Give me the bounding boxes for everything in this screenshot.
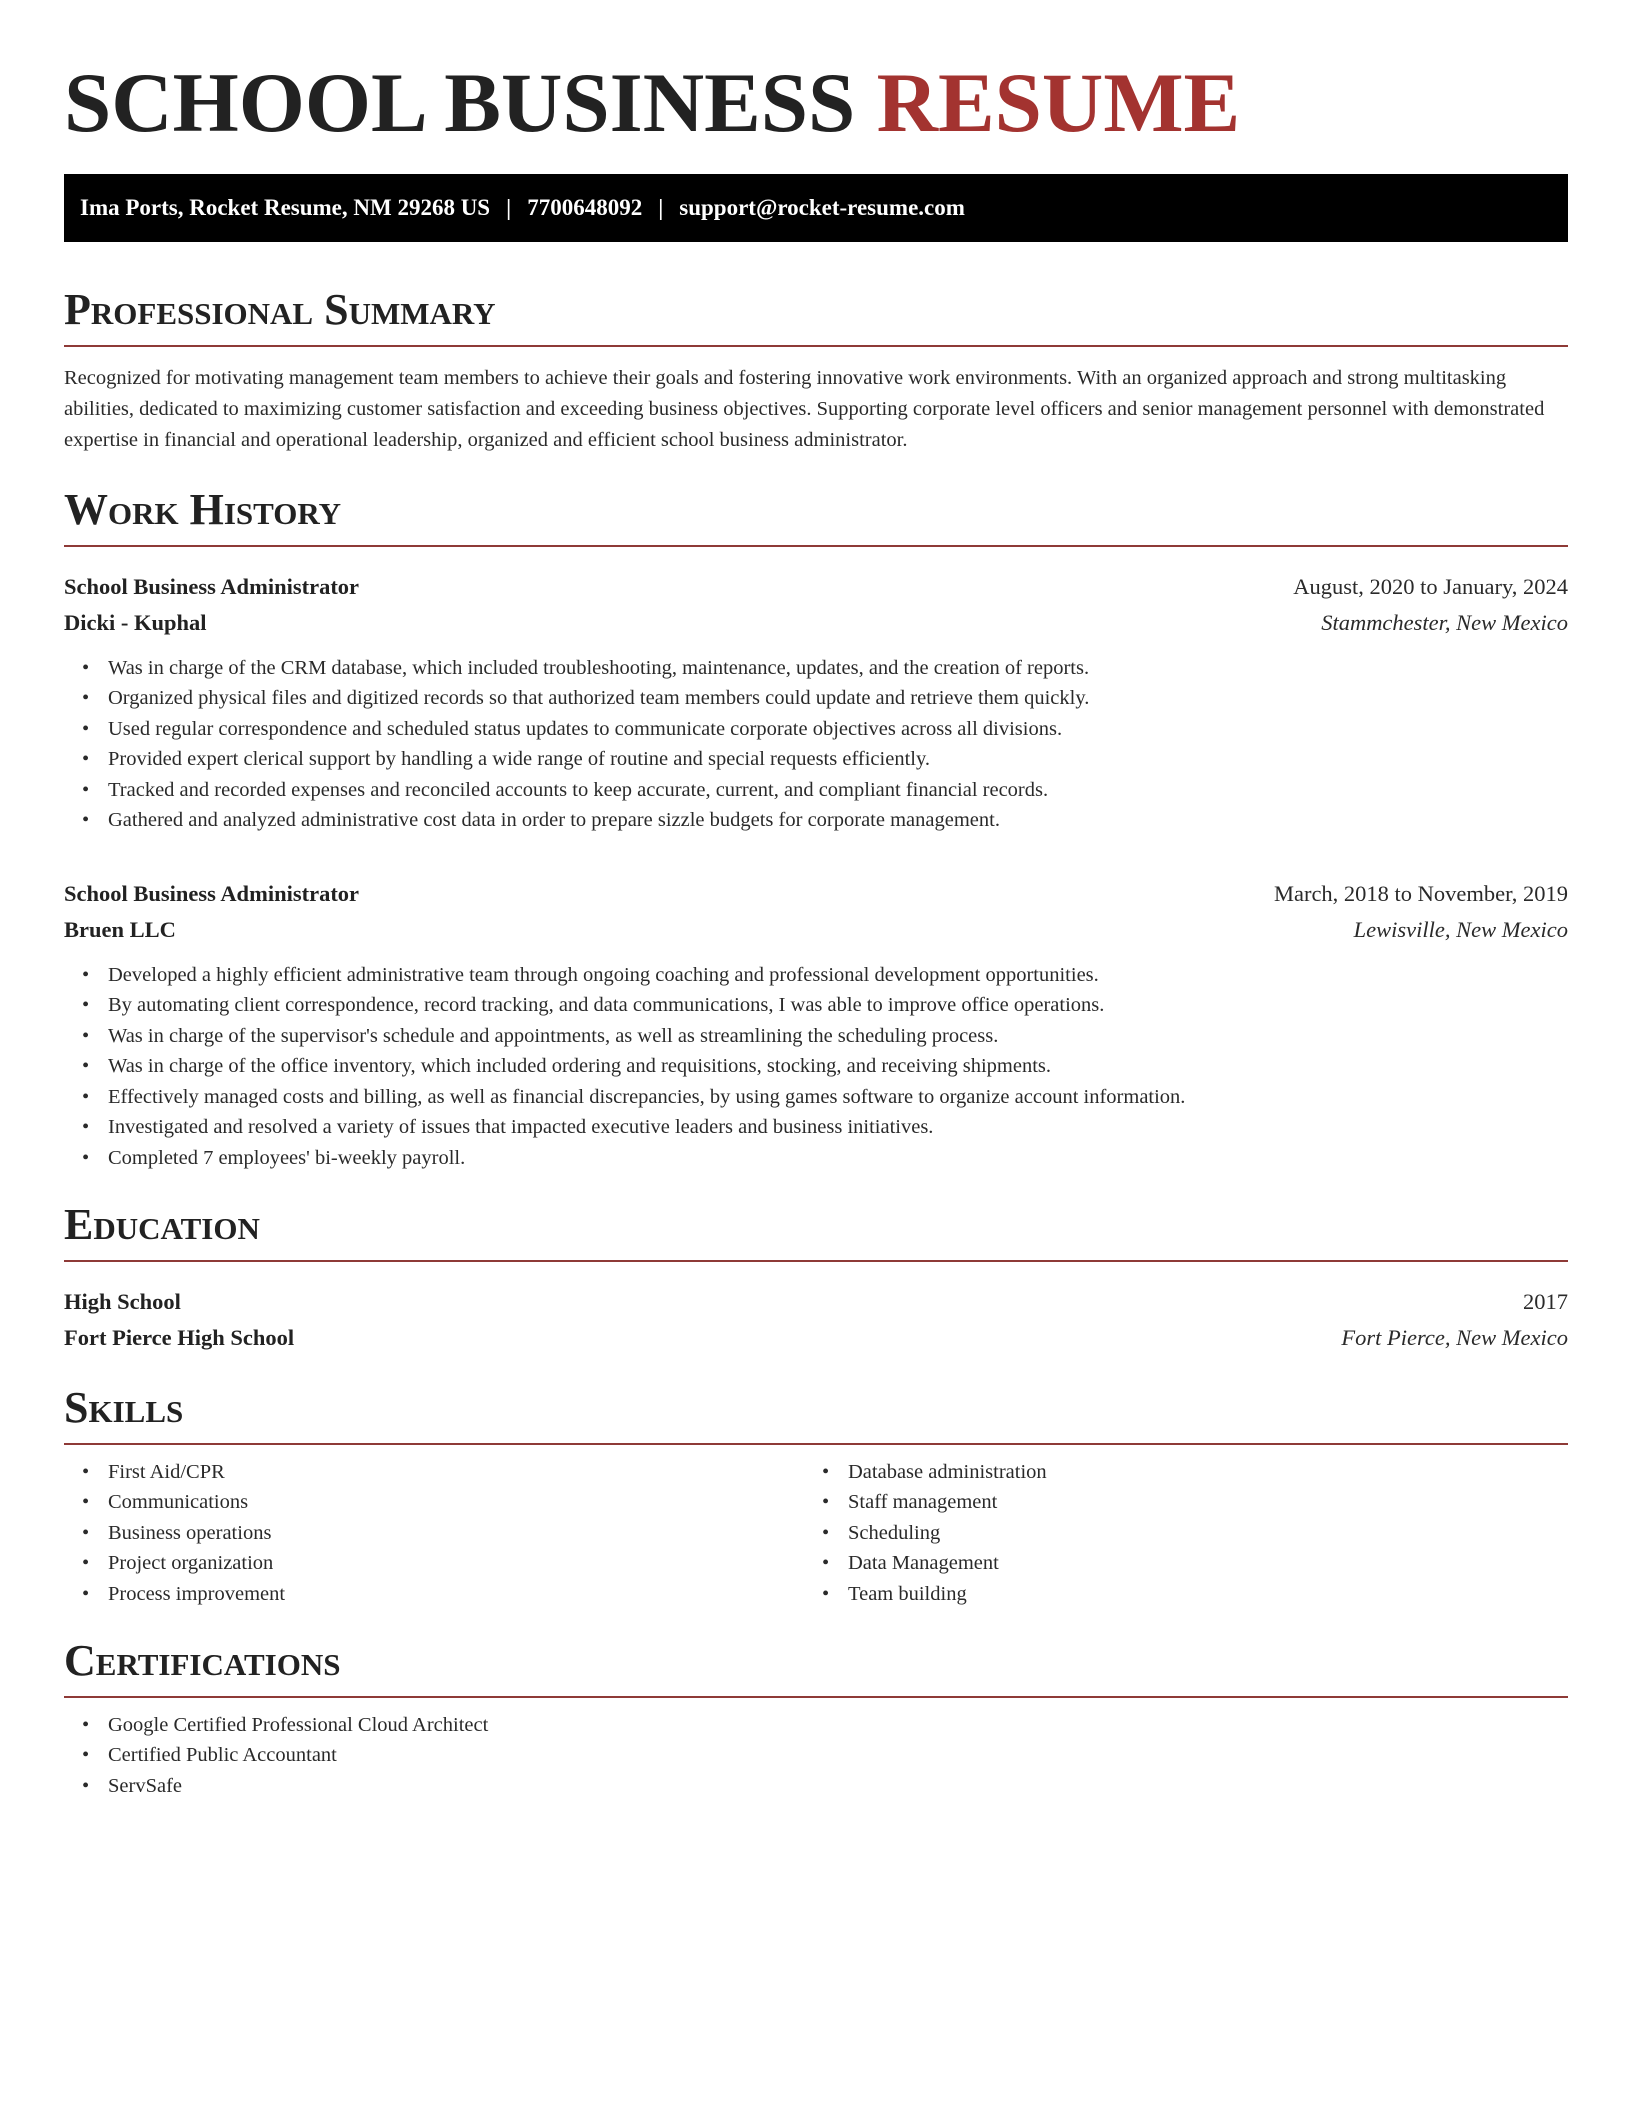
job-bullets [64, 653, 1568, 836]
education-entry [64, 1284, 1568, 1356]
job-title: School Business Administrator [64, 880, 360, 906]
job-dates: March, 2018 to November, 2019 [1273, 880, 1568, 906]
job-bullet: • By automating client correspondence, record tracking, and data communications, I was able to improve office operations. [108, 990, 1568, 1021]
certification-item: • Certified Public Accountant [108, 1740, 1568, 1771]
job-dates: August, 2020 to January, 2024 [1293, 573, 1568, 599]
skills-columns [64, 1457, 1568, 1610]
contact-phone: 7700648092 [527, 195, 643, 220]
job-bullet: • Investigated and resolved a variety of issues that impacted executive leaders and business initiatives. [108, 1112, 1568, 1143]
job-header-row [64, 569, 1568, 605]
skill-item: • Business operations [108, 1518, 804, 1549]
skills-section [64, 1382, 1568, 1609]
job-location: Lewisville, New Mexico [1353, 916, 1568, 942]
education-degree-row [64, 1284, 1568, 1320]
job-bullet: • Developed a highly efficient administrative team through ongoing coaching and professional development opportunities. [108, 960, 1568, 991]
job-entry [64, 569, 1568, 836]
title-accent: RESUME [876, 56, 1241, 150]
skill-item: • Database administration [848, 1457, 1544, 1488]
skill-item: • First Aid/CPR [108, 1457, 804, 1488]
skills-list-right [804, 1457, 1544, 1610]
job-bullet: • Effectively managed costs and billing, as well as financial discrepancies, by using games software to organize account information. [108, 1082, 1568, 1113]
resume-title [64, 0, 1568, 154]
job-location: Stammchester, New Mexico [1321, 609, 1568, 635]
skill-item: • Scheduling [848, 1518, 1544, 1549]
education-school-row [64, 1320, 1568, 1356]
job-company-row [64, 605, 1568, 641]
contact-email: support@rocket-resume.com [679, 195, 965, 220]
contact-address: Ima Ports, Rocket Resume, NM 29268 US [80, 195, 491, 220]
education-section [64, 1199, 1568, 1356]
contact-separator: | [658, 195, 664, 220]
certification-item: • Google Certified Professional Cloud Architect [108, 1710, 1568, 1741]
job-bullet: • Tracked and recorded expenses and reconciled accounts to keep accurate, current, and compliant financial records. [108, 775, 1568, 806]
certification-item: • ServSafe [108, 1771, 1568, 1802]
contact-separator: | [506, 195, 512, 220]
education-heading: Education [64, 1199, 1568, 1262]
work-history-section [64, 484, 1568, 1173]
title-main: SCHOOL BUSINESS [64, 56, 856, 150]
job-bullet: • Used regular correspondence and scheduled status updates to communicate corporate objectives across all divisions. [108, 714, 1568, 745]
skill-item: • Data Management [848, 1548, 1544, 1579]
summary-section [64, 284, 1568, 456]
job-bullet: • Completed 7 employees' bi-weekly payroll. [108, 1143, 1568, 1174]
education-year: 2017 [1523, 1288, 1568, 1314]
summary-heading: Professional Summary [64, 284, 1568, 347]
job-bullet: • Was in charge of the CRM database, which included troubleshooting, maintenance, updates, and the creation of reports. [108, 653, 1568, 684]
job-bullet: • Provided expert clerical support by handling a wide range of routine and special requests efficiently. [108, 744, 1568, 775]
skill-item: • Staff management [848, 1487, 1544, 1518]
job-title: School Business Administrator [64, 573, 360, 599]
job-bullet: • Was in charge of the office inventory, which included ordering and requisitions, stocking, and receiving shipments. [108, 1051, 1568, 1082]
job-company: Dicki - Kuphal [64, 609, 207, 635]
job-entry [64, 876, 1568, 1174]
summary-text: Recognized for motivating management team members to achieve their goals and fostering innovative work environments. With an organized approach and strong multitasking abilities, dedicated to maximizing customer satisfaction and exceeding business objectives. Supporting corporate level officers and senior management personnel with demonstrated expertise in financial and operational leadership, organized and efficient school business administrator. [64, 366, 1545, 451]
job-bullets [64, 960, 1568, 1174]
education-degree: High School [64, 1288, 181, 1314]
education-school: Fort Pierce High School [64, 1324, 295, 1350]
skill-item: • Process improvement [108, 1579, 804, 1610]
skill-item: • Team building [848, 1579, 1544, 1610]
job-header-row [64, 876, 1568, 912]
education-location: Fort Pierce, New Mexico [1341, 1324, 1568, 1350]
job-company: Bruen LLC [64, 916, 176, 942]
skills-heading: Skills [64, 1382, 1568, 1445]
skill-item: • Project organization [108, 1548, 804, 1579]
contact-bar [64, 174, 1568, 242]
work-history-heading: Work History [64, 484, 1568, 547]
job-bullet: • Was in charge of the supervisor's schedule and appointments, as well as streamlining the scheduling process. [108, 1021, 1568, 1052]
certifications-section [64, 1635, 1568, 1801]
job-bullet: • Organized physical files and digitized records so that authorized team members could update and retrieve them quickly. [108, 683, 1568, 714]
skill-item: • Communications [108, 1487, 804, 1518]
job-bullet: • Gathered and analyzed administrative cost data in order to prepare sizzle budgets for corporate management. [108, 805, 1568, 836]
skills-list-left [64, 1457, 804, 1610]
certifications-list [64, 1710, 1568, 1802]
certifications-heading: Certifications [64, 1635, 1568, 1698]
job-company-row [64, 912, 1568, 948]
